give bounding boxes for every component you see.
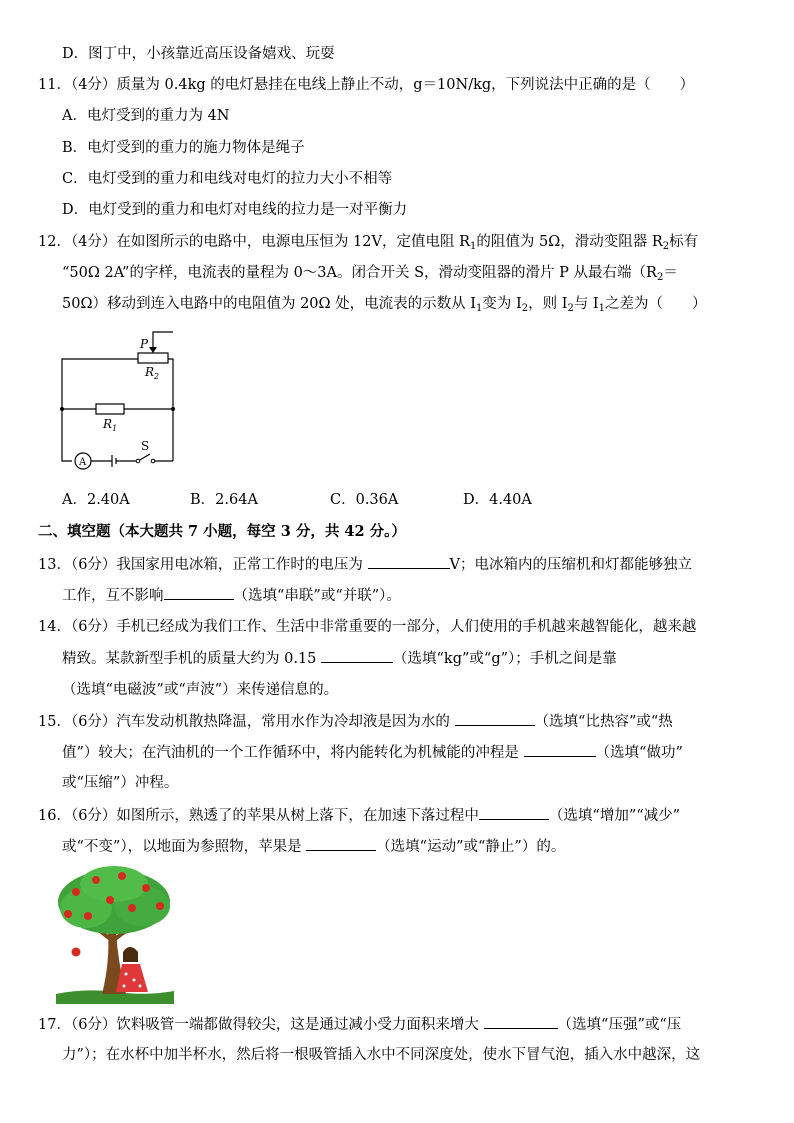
- q16-blank-1[interactable]: [479, 805, 549, 820]
- q13-blank-2[interactable]: [164, 585, 234, 600]
- q15-blank-1[interactable]: [455, 711, 535, 726]
- label-r1: $R_1$: [103, 417, 118, 433]
- q14-blank-1[interactable]: [321, 648, 393, 663]
- q11-option-c: C．电灯受到的重力和电线对电灯的拉力大小不相等: [62, 171, 393, 187]
- q16-blank-2[interactable]: [306, 836, 376, 851]
- q13-line1: 13．（6分）我国家用电冰箱，正常工作时的电压为 V；电冰箱内的压缩机和灯都能够独立: [38, 554, 692, 575]
- label-a: A: [79, 457, 87, 468]
- q14-line2: 精致。某款新型手机的质量大约为 0.15 （选填“kg”或“g”）；手机之间是靠: [62, 648, 617, 669]
- section-title: 二、填空题（本大题共 7 小题，每空 3 分，共 42 分。）: [38, 523, 406, 540]
- q12-option-a: A．2.40A: [62, 492, 130, 508]
- label-p: P: [140, 337, 149, 351]
- circuit-diagram: [50, 326, 185, 471]
- q11-option-d: D．电灯受到的重力和电灯对电线的拉力是一对平衡力: [62, 202, 408, 218]
- q17-blank-1[interactable]: [484, 1014, 558, 1029]
- q11-option-b: B．电灯受到的重力的施力物体是绳子: [62, 140, 305, 156]
- label-s: S: [141, 439, 150, 453]
- q12-option-c: C．0.36A: [330, 492, 399, 508]
- q13-line2: 工作，互不影响 （选填“串联”或“并联”）。: [62, 585, 401, 606]
- q11-option-a: A．电灯受到的重力为 4N: [62, 108, 230, 124]
- q15-line1: 15．（6分）汽车发动机散热降温，常用水作为冷却液是因为水的 （选填“比热容”或“热: [38, 711, 673, 732]
- q12-stem-line2: “50Ω 2A”的字样，电流表的量程为 0～3A。闭合开关 S，滑动变阻器的滑片 P 从最右端（$R_2=$: [62, 265, 678, 283]
- q15-line2: 值”）较大；在汽油机的一个工作循环中，将内能转化为机械能的冲程是 （选填“做功”: [62, 742, 683, 763]
- rheostat-r2: [138, 353, 168, 363]
- q10-option-d: D．图丁中，小孩靠近高压设备嬉戏、玩耍: [62, 46, 335, 62]
- apple-tree-illustration: [56, 862, 174, 1004]
- q12-option-d: D．4.40A: [463, 492, 532, 508]
- q16-line1: 16．（6分）如图所示，熟透了的苹果从树上落下，在加速下落过程中 （选填“增加”“减少”: [38, 805, 680, 826]
- q17-line1: 17．（6分）饮料吸管一端都做得较尖，这是通过减小受力面积来增大 （选填“压强”或“压: [38, 1014, 681, 1035]
- q12-option-b: B．2.64A: [190, 492, 258, 508]
- q16-line2: 或“不变”），以地面为参照物，苹果是 （选填“运动”或“静止”）的。: [62, 836, 565, 857]
- q17-line2: 力”）；在水杯中加半杯水，然后将一根吸管插入水中不同深度处，使水下冒气泡，插入水中越深，这: [62, 1047, 701, 1063]
- q15-line3: 或“压缩”）冲程。: [62, 775, 179, 791]
- q12-stem-line1: 12．（4分）在如图所示的电路中，电源电压恒为 12V，定值电阻 $R_1$的阻值为 5Ω，滑动变阻器 $R_2$标有: [38, 234, 699, 252]
- q14-line1: 14．（6分）手机已经成为我们工作、生活中非常重要的一部分，人们使用的手机越来越智能化，越来越: [38, 619, 697, 635]
- q13-blank-1[interactable]: [368, 554, 450, 569]
- q14-line3: （选填“电磁波”或“声波”）来传递信息的。: [62, 682, 339, 698]
- q12-stem-line3: 50Ω）移动到连入电路中的电阻值为 20Ω 处，电流表的示数从 $I_1$变为 $I_2$，则 $I_2$与 $I_1$之差为（ ）: [62, 296, 707, 314]
- resistor-r1: [96, 404, 124, 414]
- label-r2: $R_2$: [145, 365, 160, 381]
- q15-blank-2[interactable]: [524, 742, 596, 757]
- q11-stem: 11．（4分）质量为 0.4kg 的电灯悬挂在电线上静止不动，g＝10N/kg，下列说法中正确的是（ ）: [38, 77, 695, 93]
